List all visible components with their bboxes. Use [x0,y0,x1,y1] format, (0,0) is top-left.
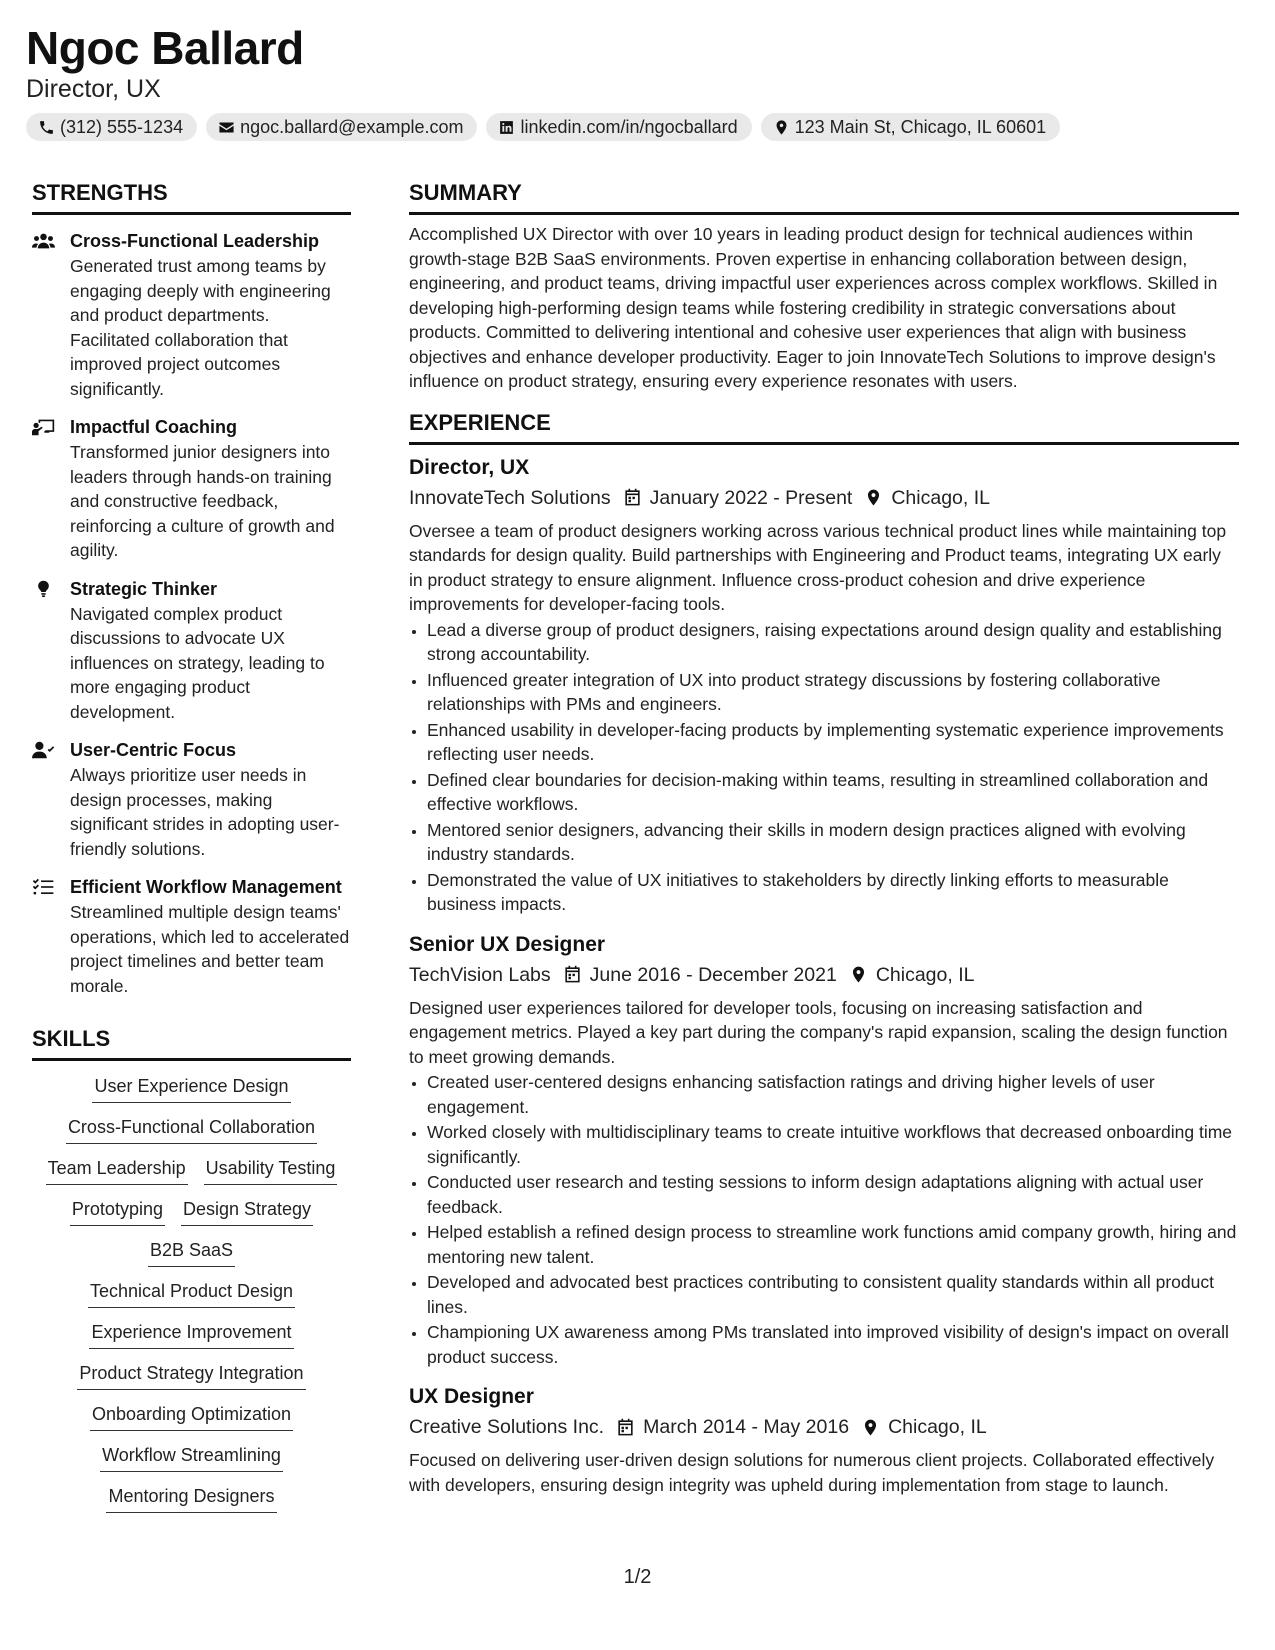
left-column [32,178,351,1513]
skill-tag: Technical Product Design [88,1278,295,1308]
calendar-icon [623,488,642,507]
job-bullets [409,1070,1239,1369]
contact-linkedin[interactable] [486,113,751,141]
job-bullet: • Lead a diverse group of product designers, raising expectations around design quality and establishing strong accountability. [427,618,1239,667]
job-dates: January 2022 - Present [649,486,853,509]
strength-item [32,415,351,563]
strength-item [32,738,351,861]
job-bullet: • Enhanced usability in developer-facing products by implementing systematic experience improvements reflecting user needs. [427,718,1239,767]
summary-heading: SUMMARY [409,178,1239,215]
strength-desc: Always prioritize user needs in design processes, making significant strides in adopting user-friendly solutions. [70,765,340,859]
skill-tag: Mentoring Designers [106,1483,276,1513]
skill-tag: Experience Improvement [89,1319,293,1349]
strength-title: Strategic Thinker [70,578,218,599]
resume-header [26,22,1249,141]
summary-text: Accomplished UX Director with over 10 years in leading product design for technical audiences within growth-stage B2B SaaS environments. Proven expertise in enhancing collaboration between design, engineering, and product teams, driving impactful user experiences across complex workflows. Skilled in developing high-performing design teams while fostering credibility in strategic conversations about products. Committed to delivering intentional and cohesive user experiences that align with business objectives and enhance developer productivity. Eager to join InnovateTech Solutions to improve design's influence on product strategy, ensuring every experience resonates with users. [409,224,1218,391]
linkedin-icon [498,119,515,136]
list-check-icon [32,877,55,897]
job-bullet: • Helped establish a refined design process to streamline work functions amid company growth, hiring and mentoring new talent. [427,1220,1239,1269]
job-bullet: • Developed and advocated best practices contributing to consistent quality standards within all product lines. [427,1270,1239,1319]
strength-item [32,875,351,998]
strength-title: Cross-Functional Leadership [70,231,320,251]
skill-tag: Team Leadership [46,1155,188,1185]
strength-item [32,577,351,725]
job-bullet: • Influenced greater integration of UX into product strategy discussions by fostering collaborative relationships with PMs and engineers. [427,668,1239,717]
email-text: ngoc.ballard@example.com [240,116,464,137]
job-entry [409,1383,1239,1497]
chalkboard-teacher-icon [32,417,55,437]
phone-icon [38,119,55,136]
job-location: Chicago, IL [891,486,990,509]
experience-heading: EXPERIENCE [409,408,1239,445]
job-location: Chicago, IL [875,963,975,986]
map-pin-icon [861,1418,880,1437]
users-icon [32,231,55,251]
job-title: Senior UX Designer [409,932,606,956]
job-title: UX Designer [409,1385,534,1408]
job-company: Creative Solutions Inc. [409,1416,605,1438]
strength-title: User-Centric Focus [70,740,237,760]
job-company: InnovateTech Solutions [409,486,611,509]
strength-title: Impactful Coaching [70,417,238,437]
candidate-title: Director, UX [26,75,161,103]
map-pin-icon [864,488,883,507]
envelope-icon [218,119,235,136]
job-entry [409,931,1239,1370]
page-number: 1/2 [623,1566,652,1588]
calendar-icon [616,1418,635,1437]
strength-desc: Generated trust among teams by engaging deeply with engineering and product departments. Facilitated collaboration that improved project outcomes significantly. [70,256,331,399]
job-bullet: • Defined clear boundaries for decision-making within teams, resulting in streamlined collaboration and effective workflows. [427,768,1239,817]
strengths-heading: STRENGTHS [32,178,351,215]
contact-phone[interactable] [26,113,197,141]
contact-email[interactable] [206,113,477,141]
job-dates: March 2014 - May 2016 [643,1416,850,1438]
strength-desc: Transformed junior designers into leaders through hands-on training and constructive feedback, reinforcing a culture of growth and agility. [70,442,335,560]
strength-desc: Navigated complex product discussions to advocate UX influences on strategy, leading to more engaging product development. [70,603,325,722]
skill-tag: Product Strategy Integration [77,1360,305,1390]
contact-bar [26,113,1249,141]
skill-tag: Onboarding Optimization [90,1401,293,1431]
job-bullet: • Worked closely with multidisciplinary teams to create intuitive workflows that decreased onboarding time significantly. [427,1120,1239,1169]
job-location: Chicago, IL [888,1416,987,1438]
job-bullet: • Championing UX awareness among PMs translated into improved visibility of design's impact on overall product success. [427,1320,1239,1369]
job-meta [409,960,1239,990]
contact-address[interactable] [761,113,1061,141]
job-title: Director, UX [409,455,530,479]
phone-text: (312) 555-1234 [60,116,184,137]
map-pin-icon [849,965,868,984]
job-description: Focused on delivering user-driven design solutions for numerous client projects. Collaborated effectively with developers, ensuring design integrity was upheld during implementation from stage to launch. [409,1450,1215,1495]
job-entry [409,454,1239,917]
job-bullet: • Demonstrated the value of UX initiatives to stakeholders by directly linking efforts to measurable business impacts. [427,868,1239,917]
skills-list [32,1073,351,1513]
right-column [409,178,1239,1497]
job-meta [409,483,1239,513]
skill-tag: Design Strategy [181,1196,313,1226]
strength-desc: Streamlined multiple design teams' operations, which led to accelerated project timelines and better team morale. [70,902,350,996]
job-bullet: • Mentored senior designers, advancing their skills in modern design practices aligned with evolving industry standards. [427,818,1239,867]
candidate-name: Ngoc Ballard [26,22,304,74]
job-bullets [409,618,1239,917]
linkedin-text: linkedin.com/in/ngocballard [520,116,738,137]
job-dates: June 2016 - December 2021 [589,963,837,986]
job-bullet: • Conducted user research and testing sessions to inform design adaptations aligning with actual user feedback. [427,1170,1239,1219]
skill-tag: Prototyping [70,1196,165,1226]
map-pin-icon [773,119,790,136]
calendar-icon [563,965,582,984]
strength-title: Efficient Workflow Management [70,877,342,897]
skill-tag: Usability Testing [204,1155,338,1185]
lightbulb-icon [32,579,55,599]
address-text: 123 Main St, Chicago, IL 60601 [794,116,1047,137]
job-description: Designed user experiences tailored for developer tools, focusing on increasing satisfaction and engagement metrics. Played a key part during the company's rapid expansion, scaling the design function to meet growing demands. [409,997,1228,1067]
skill-tag: B2B SaaS [148,1237,235,1267]
user-check-icon [32,740,55,760]
skill-tag: Cross-Functional Collaboration [66,1114,317,1144]
job-meta [409,1412,1239,1442]
skill-tag: User Experience Design [92,1073,290,1103]
job-bullet: • Created user-centered designs enhancing satisfaction ratings and driving higher levels of user engagement. [427,1070,1239,1119]
job-description: Oversee a team of product designers working across various technical product lines while maintaining top standards for design quality. Build partnerships with Engineering and Product teams, integrating UX early in product strategy to ensure alignment. Influence cross-product cohesion and drive experience improvements for developer-facing tools. [409,520,1227,614]
strength-item [32,229,351,401]
skill-tag: Workflow Streamlining [100,1442,283,1472]
job-company: TechVision Labs [409,963,551,986]
skills-heading: SKILLS [32,1024,351,1061]
